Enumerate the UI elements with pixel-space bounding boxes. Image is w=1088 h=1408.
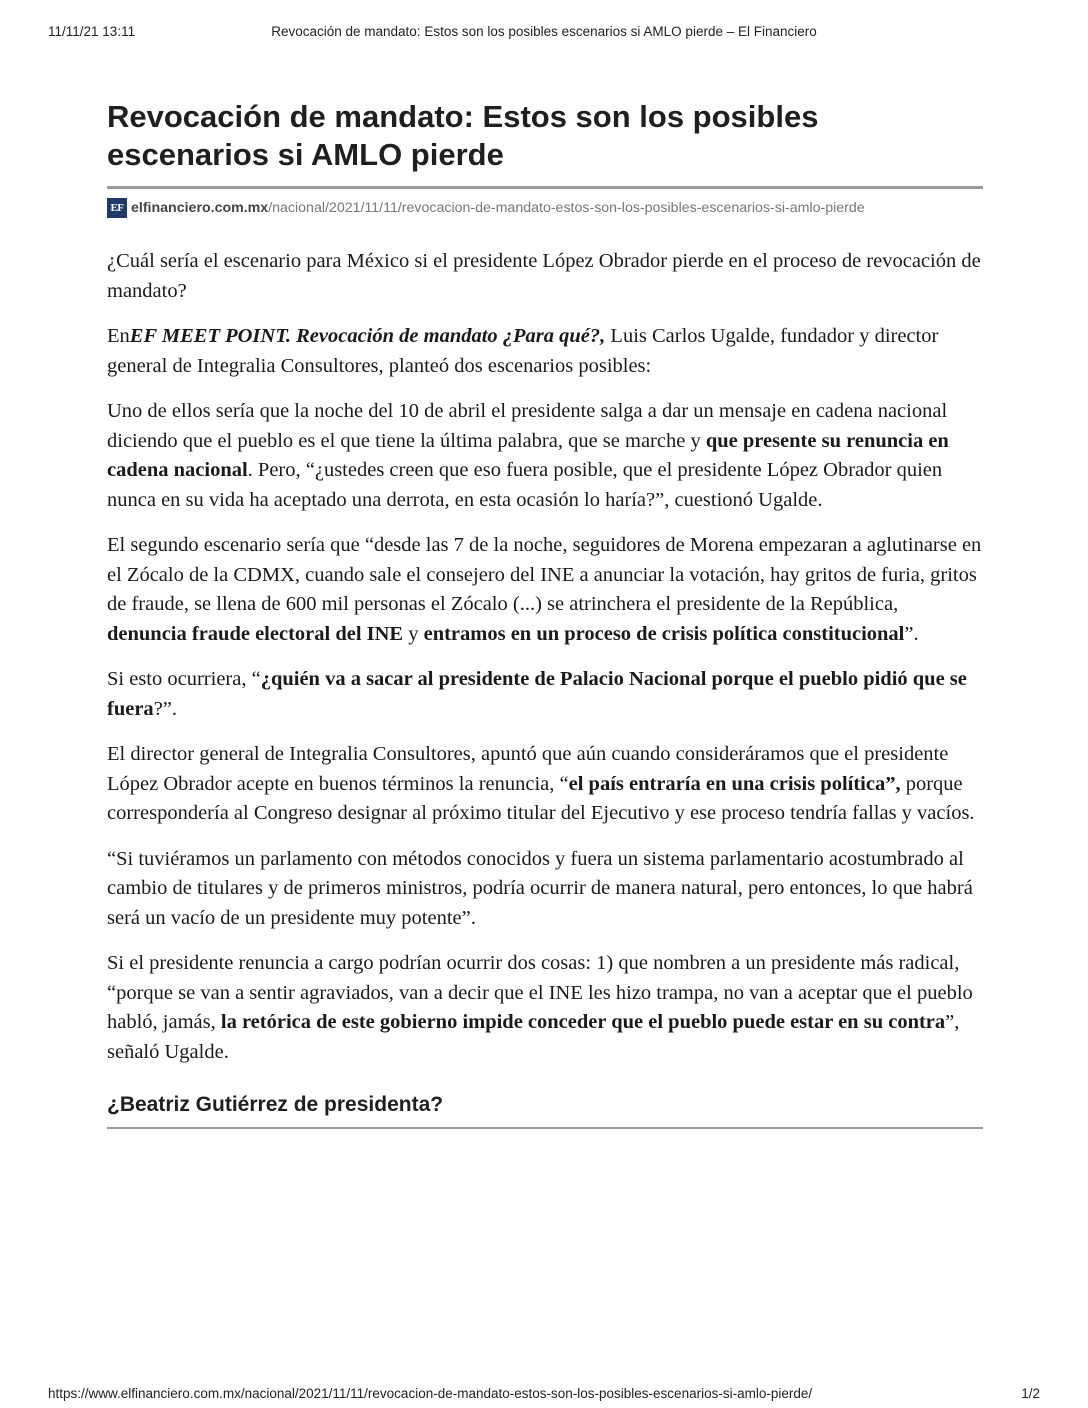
source-logo-icon: EF <box>107 198 127 218</box>
print-header <box>48 24 1040 44</box>
text: Luis Carlos Ugalde, fundador y director general de Integralia Consultores, planteó dos escenarios posibles: <box>107 325 939 377</box>
bold-text: denuncia fraude electoral del INE <box>107 622 404 645</box>
text: y <box>403 622 424 645</box>
text: ”. <box>904 622 919 645</box>
print-url: https://www.elfinanciero.com.mx/nacional/2021/11/11/revocacion-de-mandato-estos-son-los-posibles-escenarios-si-amlo-pierde/ <box>48 1386 813 1401</box>
bold-text: la retórica de este gobierno impide conceder que el pueblo puede estar en su contra <box>220 1011 946 1033</box>
text: . Pero, “¿ustedes creen que eso fuera posible, que el presidente López Obrador quien nunca en su vida ha aceptado una derrota, en esta ocasión lo haría?”, cuestionó Ugalde. <box>107 459 943 511</box>
text: El segundo escenario sería que “desde las 7 de la noche, seguidores de Morena empezaran a aglutinarse en el Zócalo de la CDMX, cuando sale el consejero del INE a anunciar la votación, hay gritos de furia, gritos de fraude, se llena de 600 mil personas el Zócalo (...) se atrinchera el presidente de la República, <box>107 534 982 615</box>
paragraph-1: ¿Cuál sería el escenario para México si el presidente López Obrador pierde en el proceso de revocación de mandato? <box>107 250 981 302</box>
text: En <box>107 325 130 347</box>
text: Si el presidente renuncia a cargo podrían ocurrir dos cosas: 1) que nombren a un presidente más radical, “porque se van a sentir agraviados, van a decir que el INE les hizo trampa, no van a aceptar que el pueblo habló, jamás, <box>107 952 973 1033</box>
print-date: 11/11/21 13:11 <box>48 24 136 39</box>
page-number: 1/2 <box>1021 1386 1040 1401</box>
print-page-title: Revocación de mandato: Estos son los posibles escenarios si AMLO pierde – El Financiero <box>271 24 817 39</box>
section-subheading: ¿Beatriz Gutiérrez de presidenta? <box>107 1091 983 1129</box>
article-body <box>107 247 983 1067</box>
bold-text: el país entraría en una crisis política”, <box>568 772 901 795</box>
source-path: /nacional/2021/11/11/revocacion-de-mandato-estos-son-los-posibles-escenarios-si-amlo-pierde <box>268 200 865 216</box>
article-headline: Revocación de mandato: Estos son los posibles escenarios si AMLO pierde <box>107 98 983 189</box>
text: ?”. <box>153 697 178 720</box>
source-domain: elfinanciero.com.mx <box>131 200 269 216</box>
bold-text: que presente su renuncia en cadena nacional <box>107 429 949 481</box>
bold-text: entramos en un proceso de crisis política constitucional <box>423 622 905 645</box>
text: porque correspondería al Congreso designar al próximo titular del Ejecutivo y ese proceso tendría fallas y vacíos. <box>107 772 975 824</box>
text: El director general de Integralia Consultores, apuntó que aún cuando consideráramos que el presidente López Obrador acepte en buenos términos la renuncia, “ <box>107 743 949 795</box>
text: Si esto ocurriera, “ <box>107 668 261 690</box>
print-footer <box>48 1386 1040 1404</box>
text: Uno de ellos sería que la noche del 10 de abril el presidente salga a dar un mensaje en cadena nacional diciendo que el pueblo es el que tiene la última palabra, que se marche y <box>107 400 948 452</box>
paragraph-8 <box>107 949 983 1067</box>
paragraph-2 <box>107 322 983 381</box>
source-link[interactable] <box>107 197 983 219</box>
paragraph-7: “Si tuviéramos un parlamento con métodos conocidos y fuera un sistema parlamentario acostumbrado al cambio de titulares y de primeros ministros, podría ocurrir de manera natural, pero entonces, lo que habrá será un vacío de un presidente muy potente”. <box>107 847 973 929</box>
article <box>107 98 983 1129</box>
paragraph-4 <box>107 531 983 649</box>
paragraph-6 <box>107 740 983 829</box>
paragraph-5 <box>107 665 983 724</box>
bold-text: ¿quién va a sacar al presidente de Palacio Nacional porque el pueblo pidió que se fuera <box>107 668 967 720</box>
paragraph-3 <box>107 397 983 515</box>
event-title: EF MEET POINT. Revocación de mandato ¿Para qué?, <box>129 325 606 347</box>
text: ”, señaló Ugalde. <box>107 1011 960 1063</box>
